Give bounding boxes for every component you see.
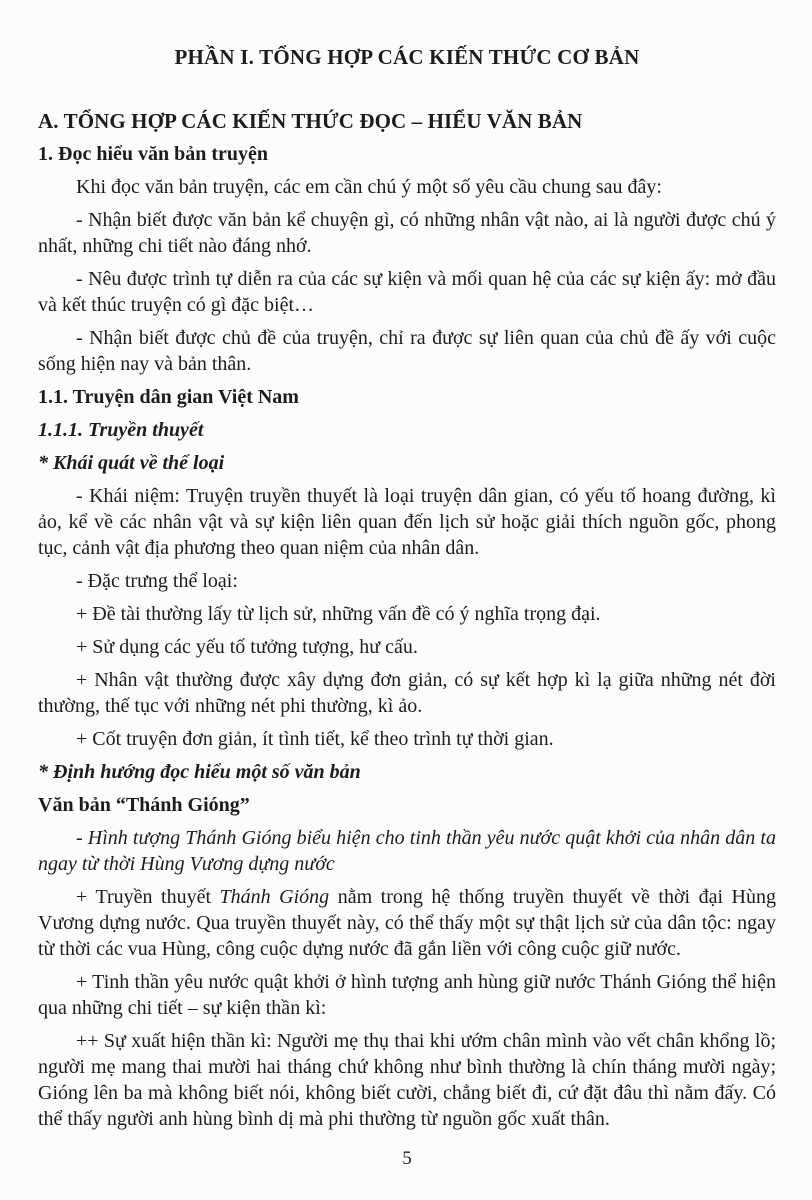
paragraph: - Nêu được trình tự diễn ra của các sự kiện và mối quan hệ của các sự kiện ấy: mở đầu và kết thúc truyện có gì đặc biệt… <box>38 268 776 316</box>
subsection-heading: 1.1.1. Truyền thuyết <box>38 419 204 441</box>
text-run: nằm trong hệ thống truyền thuyết về thời đại Hùng Vương dựng nước. Qua truyền thuyết này, có thể thấy một sự thật lịch sử của dân tộc: ngay từ thời các vua Hùng, công cuộc dựng nước đã gắn liền với công cuộc giữ nước. <box>38 886 776 960</box>
paragraph: + Nhân vật thường được xây dựng đơn giản, có sự kết hợp kì lạ giữa những nét đời thường, thế tục với những nét phi thường, kì ảo. <box>38 669 776 717</box>
paragraph: ++ Sự xuất hiện thần kì: Người mẹ thụ thai khi ướm chân mình vào vết chân khổng lồ; người mẹ mang thai mười hai tháng chứ không như bình thường là chín tháng mười ngày; Gióng lên ba mà không biết nói, không biết cười, chẳng biết đi, cứ đặt đâu thì nằm đấy. Có thể thấy người anh hùng bình dị mà phi thường từ nguồn gốc xuất thân. <box>38 1030 776 1130</box>
page-number: 5 <box>402 1148 412 1169</box>
subsection-heading: * Khái quát về thể loại <box>38 452 225 474</box>
text-run: + Truyền thuyết <box>76 886 220 908</box>
subsection-heading: Văn bản “Thánh Gióng” <box>38 794 250 816</box>
paragraph: + Sử dụng các yếu tố tưởng tượng, hư cấu. <box>76 636 418 658</box>
paragraph: Khi đọc văn bản truyện, các em cần chú ý một số yêu cầu chung sau đây: <box>76 176 662 198</box>
paragraph: - Đặc trưng thể loại: <box>76 570 238 592</box>
content <box>38 44 776 1132</box>
paragraph <box>38 884 776 962</box>
paragraph: - Khái niệm: Truyện truyền thuyết là loại truyện dân gian, có yếu tố hoang đường, kì ảo, kể về các nhân vật và sự kiện liên quan đến lịch sử hoặc giải thích nguồn gốc, phong tục, cảnh vật địa phương theo quan niệm của nhân dân. <box>38 485 776 559</box>
subsection-heading: * Định hướng đọc hiểu một số văn bản <box>38 761 361 783</box>
chapter-title: PHẦN I. TỔNG HỢP CÁC KIẾN THỨC CƠ BẢN <box>174 45 640 69</box>
paragraph: + Đề tài thường lấy từ lịch sử, những vấn đề có ý nghĩa trọng đại. <box>76 603 601 625</box>
subsection-heading: 1. Đọc hiểu văn bản truyện <box>38 143 269 165</box>
work-title-inline: Thánh Gióng <box>219 886 330 908</box>
paragraph: + Cốt truyện đơn giản, ít tình tiết, kể theo trình tự thời gian. <box>76 728 554 750</box>
paragraph: + Tinh thần yêu nước quật khởi ở hình tượng anh hùng giữ nước Thánh Gióng thể hiện qua những chi tiết – sự kiện thần kì: <box>38 971 776 1019</box>
paragraph: - Nhận biết được văn bản kể chuyện gì, có những nhân vật nào, ai là người được chú ý nhất, những chi tiết nào đáng nhớ. <box>38 209 776 257</box>
section-heading: A. TỔNG HỢP CÁC KIẾN THỨC ĐỌC – HIỂU VĂN BẢN <box>38 109 583 133</box>
paragraph: - Hình tượng Thánh Gióng biểu hiện cho tinh thần yêu nước quật khởi của nhân dân ta ngay từ thời Hùng Vương dựng nước <box>38 827 776 875</box>
subsection-heading: 1.1. Truyện dân gian Việt Nam <box>38 386 299 408</box>
paragraph: - Nhận biết được chủ đề của truyện, chỉ ra được sự liên quan của chủ đề ấy với cuộc sống hiện nay và bản thân. <box>38 327 776 375</box>
